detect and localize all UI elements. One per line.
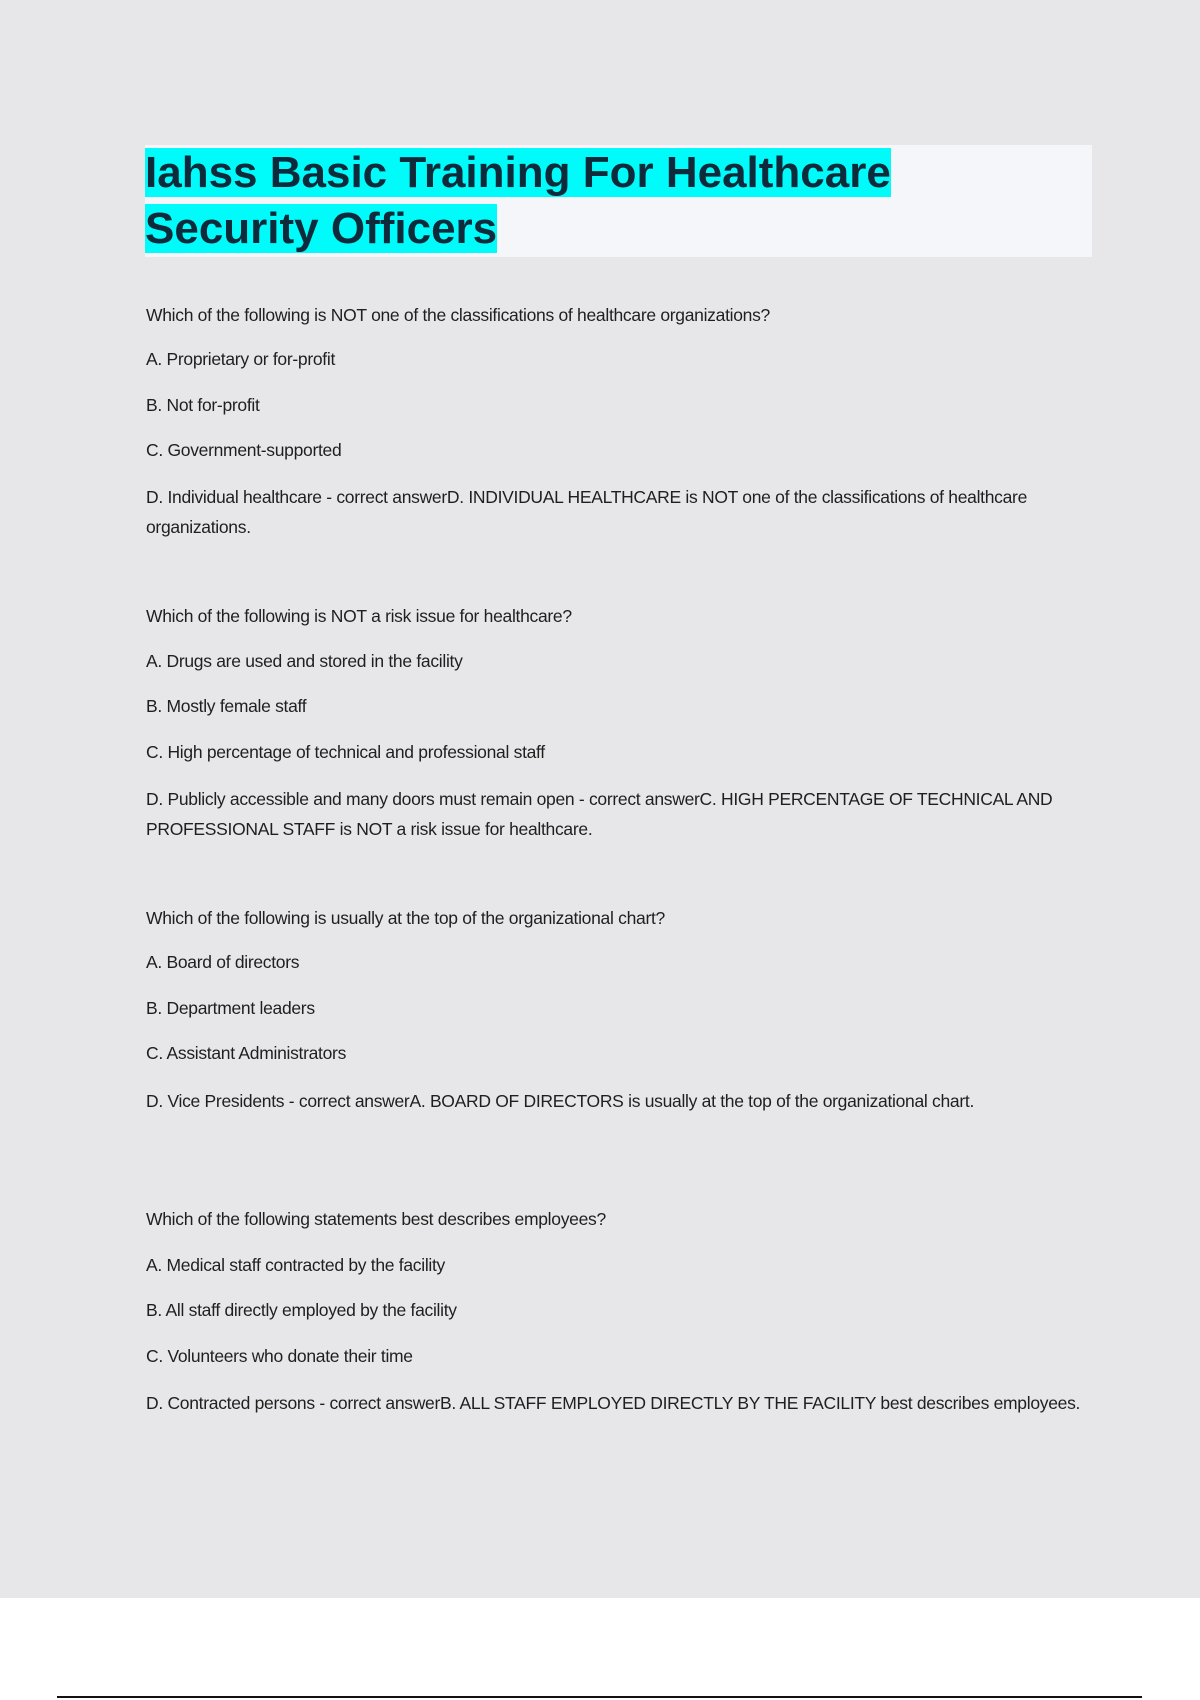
document-title <box>145 145 1045 257</box>
question-1-option-a: A. Proprietary or for-profit <box>146 349 336 369</box>
question-3-option-a: A. Board of directors <box>146 952 300 972</box>
question-4-option-d-answer: D. Contracted persons - correct answerB. ALL STAFF EMPLOYED DIRECTLY BY THE FACILITY best describes employees. <box>146 1393 1081 1413</box>
question-2-option-b: B. Mostly female staff <box>146 696 307 716</box>
question-3-option-b: B. Department leaders <box>146 998 315 1018</box>
question-4-option-a: A. Medical staff contracted by the facility <box>146 1255 446 1275</box>
question-1-option-b: B. Not for-profit <box>146 395 260 415</box>
question-1-option-d-answer: D. Individual healthcare - correct answerD. INDIVIDUAL HEALTHCARE is NOT one of the classifications of healthcare organizations. <box>146 487 1028 537</box>
question-2: Which of the following is NOT a risk issue for healthcare? <box>146 606 572 626</box>
question-4-option-b: B. All staff directly employed by the facility <box>146 1300 457 1320</box>
question-2-option-a: A. Drugs are used and stored in the facility <box>146 651 463 671</box>
question-3: Which of the following is usually at the top of the organizational chart? <box>146 908 665 928</box>
question-3-option-d-answer: D. Vice Presidents - correct answerA. BOARD OF DIRECTORS is usually at the top of the organizational chart. <box>146 1091 975 1111</box>
title-box <box>145 145 1092 257</box>
footer-divider <box>57 1696 1142 1698</box>
question-1: Which of the following is NOT one of the classifications of healthcare organizations? <box>146 305 770 325</box>
question-2-option-d-answer: D. Publicly accessible and many doors must remain open - correct answerC. HIGH PERCENTAGE OF TECHNICAL AND PROFESSIONAL STAFF is NOT a risk issue for healthcare. <box>146 789 1053 839</box>
title-highlight: Iahss Basic Training For Healthcare Security Officers <box>145 148 891 253</box>
question-2-option-c: C. High percentage of technical and professional staff <box>146 742 545 762</box>
question-4-option-c: C. Volunteers who donate their time <box>146 1346 413 1366</box>
question-1-option-c: C. Government-supported <box>146 440 342 460</box>
question-4: Which of the following statements best describes employees? <box>146 1209 606 1229</box>
question-3-option-c: C. Assistant Administrators <box>146 1043 347 1063</box>
